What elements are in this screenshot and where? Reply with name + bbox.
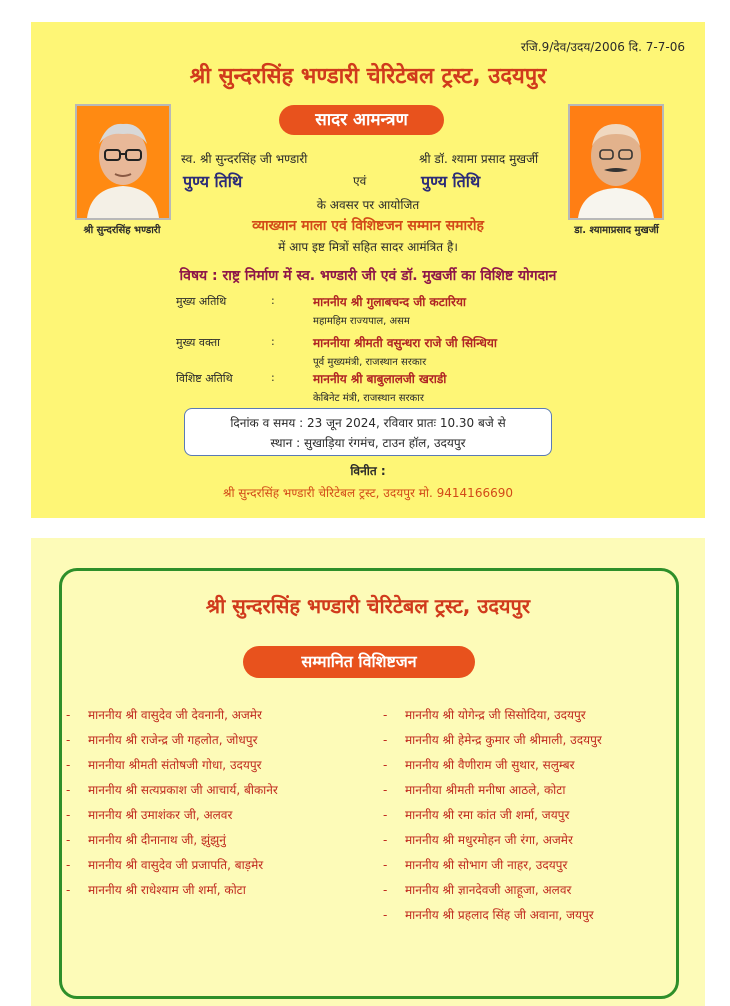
list-item: [383, 731, 683, 756]
occasion-line: के अवसर पर आयोजित: [316, 198, 420, 212]
list-item: [383, 906, 683, 931]
date-time-line: दिनांक व समय : 23 जून 2024, रविवार प्रातः 10.30 बजे से: [230, 416, 506, 430]
list-item: [66, 706, 366, 731]
name-right: श्री डॉ. श्यामा प्रसाद मुखर्जी: [419, 152, 539, 166]
guest-name: माननीय श्री गुलाबचन्द जी कटारिया: [313, 295, 467, 309]
conjunction-text: एवं: [353, 174, 367, 188]
dash-bullet: -: [66, 808, 71, 822]
vinit-label: विनीत :: [350, 464, 386, 478]
honorees-list-right: [383, 706, 683, 931]
honorees-card: [31, 538, 705, 1006]
honoree-name: माननीय श्री दीनानाथ जी, झुंझुनुं: [88, 833, 226, 847]
honorees-badge: सम्मानित विशिष्टजन: [243, 646, 475, 678]
honoree-name: माननीय श्री मधुरमोहन जी रंगा, अजमेर: [405, 833, 573, 847]
guest-colon: :: [271, 335, 275, 348]
trust-contact: श्री सुन्दरसिंह भण्डारी चेरिटेबल ट्रस्ट, उदयपुर मो. 9414166690: [222, 486, 513, 500]
list-item: [66, 781, 366, 806]
dash-bullet: -: [66, 858, 71, 872]
invite-line: में आप इष्ट मित्रों सहित सादर आमंत्रित है।: [278, 240, 458, 254]
honoree-name: माननीय श्री सोभाग जी नाहर, उदयपुर: [405, 858, 568, 872]
list-item: [66, 806, 366, 831]
guest-role: पूर्व मुख्यमंत्री, राजस्थान सरकार: [313, 357, 427, 368]
honoree-name: माननीय श्री हेमेन्द्र कुमार जी श्रीमाली, उदयपुर: [405, 733, 602, 747]
honoree-name: माननीय श्री वैणीराम जी सुथार, सलुम्बर: [405, 758, 575, 772]
trust-title: श्री सुन्दरसिंह भण्डारी चेरिटेबल ट्रस्ट, उदयपुर: [205, 594, 531, 618]
guest-role: केबिनेट मंत्री, राजस्थान सरकार: [313, 393, 424, 404]
dash-bullet: -: [66, 783, 71, 797]
list-item: [66, 856, 366, 881]
honoree-name: माननीय श्री योगेन्द्र जी सिसोदिया, उदयपुर: [405, 708, 586, 722]
punya-tithi-left: पुण्य तिथि: [183, 172, 243, 191]
event-name: व्याख्यान माला एवं विशिष्टजन सम्मान समारोह: [252, 218, 484, 234]
photo-right-caption: डा. श्यामाप्रसाद मुखर्जी: [574, 225, 659, 236]
guest-role: महामहिम राज्यपाल, असम: [313, 316, 410, 327]
honoree-name: माननीय श्री राधेश्याम जी शर्मा, कोटा: [88, 883, 246, 897]
dash-bullet: -: [66, 733, 71, 747]
guest-name: माननीय श्री बाबुलालजी खराडी: [313, 372, 447, 386]
dash-bullet: -: [383, 733, 388, 747]
list-item: [66, 731, 366, 756]
honoree-name: माननीय श्री वासुदेव जी देवनानी, अजमेर: [88, 708, 262, 722]
honoree-name: माननीय श्री राजेन्द्र जी गहलोत, जोधपुर: [88, 733, 258, 747]
list-item: [66, 756, 366, 781]
list-item: [383, 856, 683, 881]
honoree-name: माननीया श्रीमती संतोषजी गोधा, उदयपुर: [88, 758, 262, 772]
honoree-name: माननीय श्री ज्ञानदेवजी आहूजा, अलवर: [405, 883, 572, 897]
dash-bullet: -: [383, 808, 388, 822]
guest-colon: :: [271, 371, 275, 384]
subject-line: विषय : राष्ट्र निर्माण में स्व. भण्डारी जी एवं डॉ. मुखर्जी का विशिष्ट योगदान: [179, 268, 557, 284]
invitation-badge: सादर आमन्त्रण: [279, 105, 444, 135]
dash-bullet: -: [66, 833, 71, 847]
honoree-name: माननीय श्री वासुदेव जी प्रजापति, बाड़मेर: [88, 858, 264, 872]
guest-label: मुख्य अतिथि: [176, 295, 227, 308]
dash-bullet: -: [66, 708, 71, 722]
date-venue-box: [184, 408, 552, 456]
dash-bullet: -: [383, 708, 388, 722]
list-item: [66, 881, 366, 906]
honoree-name: माननीय श्री प्रहलाद सिंह जी अवाना, जयपुर: [405, 908, 594, 922]
invitation-card: [31, 22, 705, 518]
dash-bullet: -: [383, 783, 388, 797]
list-item: [383, 706, 683, 731]
guest-name: माननीया श्रीमती वसुन्धरा राजे जी सिन्धिया: [313, 336, 497, 350]
honorees-list-left: [66, 706, 366, 906]
list-item: [383, 806, 683, 831]
honoree-name: माननीय श्री सत्यप्रकाश जी आचार्य, बीकानेर: [88, 783, 278, 797]
dash-bullet: -: [66, 883, 71, 897]
dash-bullet: -: [66, 758, 71, 772]
name-left: स्व. श्री सुन्दरसिंह जी भण्डारी: [181, 152, 308, 166]
photo-left-caption: श्री सुन्दरसिंह भण्डारी: [83, 225, 161, 236]
guest-label: विशिष्ट अतिथि: [176, 372, 233, 385]
dash-bullet: -: [383, 758, 388, 772]
venue-line: स्थान : सुखाड़िया रंगमंच, टाउन हॉल, उदयपुर: [270, 436, 466, 450]
list-item: [383, 831, 683, 856]
dash-bullet: -: [383, 908, 388, 922]
honoree-name: माननीय श्री रमा कांत जी शर्मा, जयपुर: [405, 808, 570, 822]
dash-bullet: -: [383, 833, 388, 847]
registration-number: रजि.9/देव/उदय/2006 दि. 7-7-06: [520, 40, 685, 54]
trust-title: श्री सुन्दरसिंह भण्डारी चेरिटेबल ट्रस्ट, उदयपुर: [189, 64, 547, 89]
list-item: [383, 781, 683, 806]
dash-bullet: -: [383, 858, 388, 872]
list-item: [383, 881, 683, 906]
honoree-name: माननीय श्री उमाशंकर जी, अलवर: [88, 808, 233, 822]
list-item: [383, 756, 683, 781]
honoree-name: माननीया श्रीमती मनीषा आठले, कोटा: [405, 783, 566, 797]
guest-colon: :: [271, 294, 275, 307]
punya-tithi-right: पुण्य तिथि: [421, 172, 481, 191]
dash-bullet: -: [383, 883, 388, 897]
list-item: [66, 831, 366, 856]
guest-label: मुख्य वक्ता: [176, 336, 221, 349]
